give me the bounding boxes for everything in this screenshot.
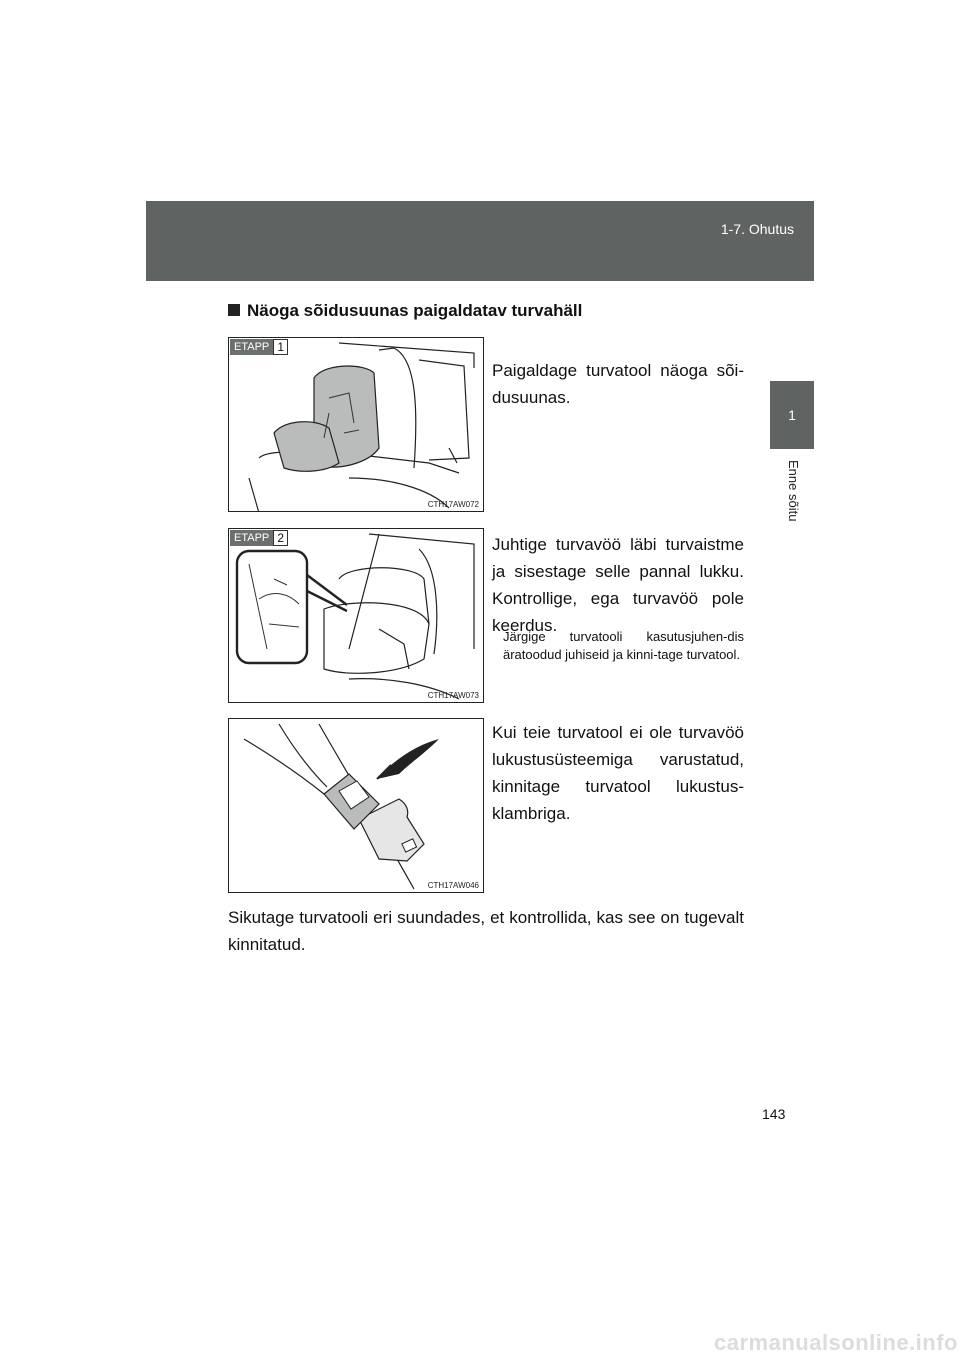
figure-step-2 — [228, 528, 484, 703]
figure-locking-clip — [228, 718, 484, 893]
closing-instruction: Sikutage turvatooli eri suundades, et kontrollida, kas see on tugevalt kinnitatud. — [228, 908, 744, 954]
step-1-text: Paigaldage turvatool näoga sõi-dusuunas. — [492, 361, 744, 407]
figure-step-1 — [228, 337, 484, 512]
square-bullet-icon — [228, 304, 240, 316]
step-2-text: Juhtige turvavöö läbi turvaistme ja sisestage selle pannal lukku. Kontrollige, ega turvavöö pole keerdus. — [492, 535, 744, 635]
section-heading — [228, 301, 582, 321]
header-bar — [146, 201, 814, 281]
step-badge-label: ETAPP — [230, 339, 273, 355]
step-3-text: Kui teie turvatool ei ole turvavöö lukustusüsteemiga varustatud, kinnitage turvatool lukustus-klambriga. — [492, 723, 744, 823]
watermark: carmanualsonline.info — [714, 1330, 958, 1355]
page-number: 143 — [762, 1106, 786, 1122]
step-badge-2 — [230, 530, 288, 546]
section-title: 1-7. Ohutus — [720, 221, 794, 237]
step-badge-number: 2 — [273, 530, 288, 546]
step-badge-1 — [230, 339, 288, 355]
figure-code: CTH17AW072 — [427, 500, 479, 509]
child-seat-installed-illustration — [229, 338, 484, 512]
locking-clip-illustration — [229, 719, 484, 893]
seat-belt-routing-illustration — [229, 529, 484, 703]
chapter-tab[interactable]: 1 — [770, 381, 814, 449]
section-heading-text: Näoga sõidusuunas paigaldatav turvahäll — [247, 301, 583, 320]
figure-code: CTH17AW073 — [427, 691, 479, 700]
figure-code: CTH17AW046 — [427, 881, 479, 890]
zoom-inset — [237, 551, 307, 663]
step-badge-label: ETAPP — [230, 530, 273, 546]
step-2-note: Järgige turvatooli kasutusjuhen-dis äratoodud juhiseid ja kinni-tage turvatool. — [503, 629, 744, 662]
chapter-tab-label: Enne sõitu — [786, 460, 801, 522]
step-badge-number: 1 — [273, 339, 288, 355]
